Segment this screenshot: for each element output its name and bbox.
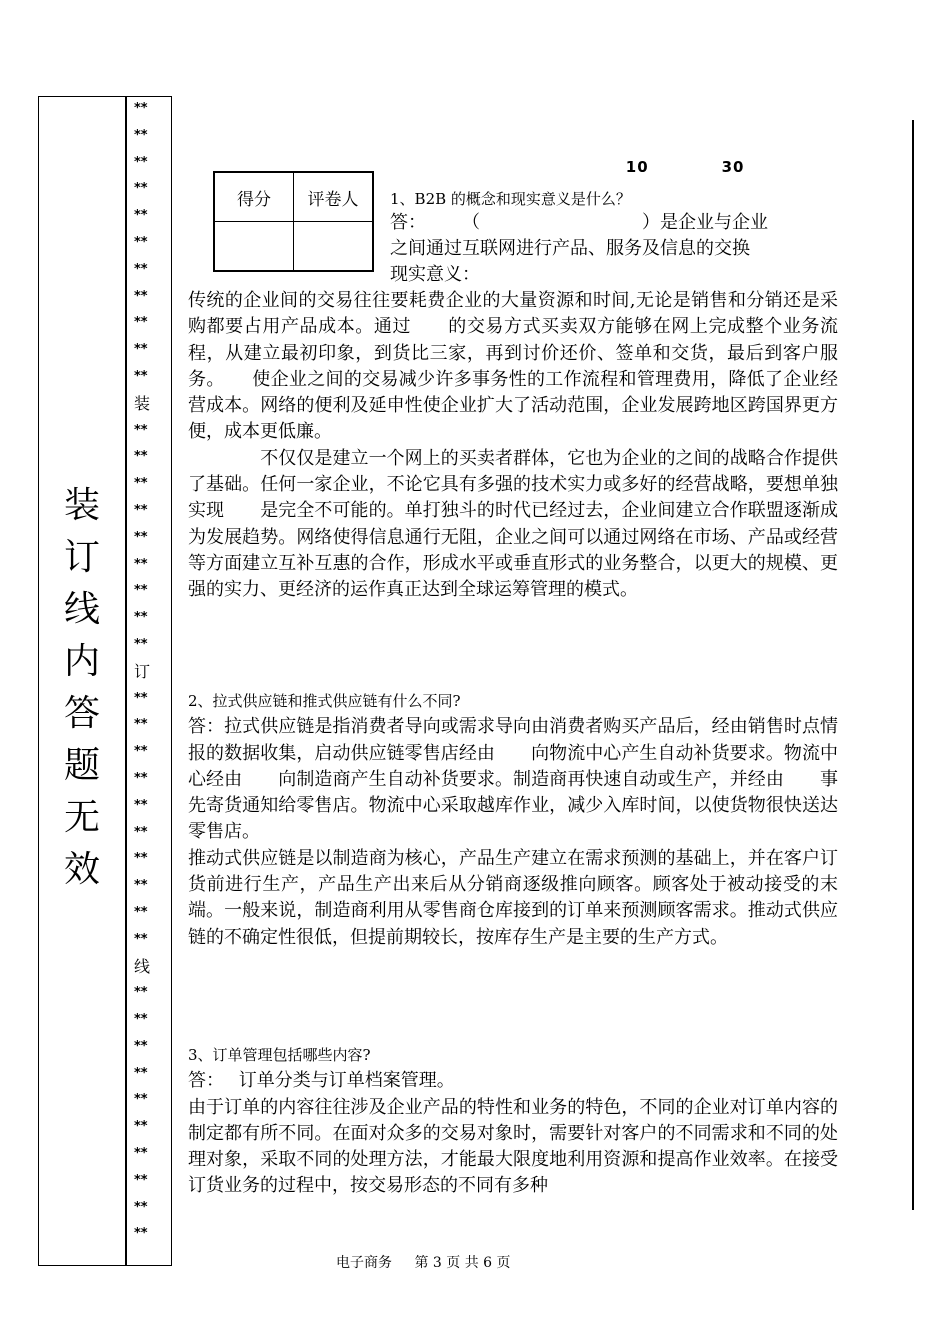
section-points: 30 bbox=[721, 158, 745, 176]
question-1-answer-line1: 答： （ ）是企业与企业 bbox=[390, 212, 768, 233]
binding-star-mark: ** bbox=[134, 1038, 148, 1054]
binding-warning-char: 答 bbox=[63, 693, 100, 734]
binding-warning-char: 无 bbox=[63, 797, 100, 838]
binding-star-mark: ** bbox=[134, 904, 148, 920]
binding-star-mark: ** bbox=[134, 181, 148, 197]
binding-star-mark: ** bbox=[134, 878, 148, 894]
question-1-body bbox=[188, 288, 838, 604]
question-3-title: 3、订单管理包括哪些内容? bbox=[188, 1046, 371, 1064]
right-margin-rule bbox=[912, 120, 914, 1210]
binding-star-mark: ** bbox=[134, 770, 148, 786]
binding-label-char: 装 bbox=[134, 393, 151, 413]
question-2-title: 2、拉式供应链和推式供应链有什么不同? bbox=[188, 692, 461, 710]
binding-star-mark: ** bbox=[134, 502, 148, 518]
binding-star-mark: ** bbox=[134, 154, 148, 170]
question-1-header bbox=[390, 188, 840, 288]
binding-divider bbox=[125, 96, 127, 1266]
section-header bbox=[390, 158, 910, 176]
binding-star-mark: ** bbox=[134, 744, 148, 760]
section-count: 10 bbox=[625, 158, 649, 176]
binding-star-mark: ** bbox=[134, 1226, 148, 1242]
binding-star-mark: ** bbox=[134, 1199, 148, 1215]
binding-star-mark: ** bbox=[134, 636, 148, 652]
binding-star-mark: ** bbox=[134, 315, 148, 331]
binding-star-mark: ** bbox=[134, 931, 148, 947]
binding-star-mark: ** bbox=[134, 288, 148, 304]
binding-star-mark: ** bbox=[134, 717, 148, 733]
binding-star-mark: ** bbox=[134, 1119, 148, 1135]
question-3-line-1: 答： 订单分类与订单档案管理。 bbox=[188, 1070, 455, 1092]
footer-page-number: 第 3 页 共 6 页 bbox=[414, 1255, 511, 1271]
question-1-paragraph-1: 传统的企业间的交易往往要耗费企业的大量资源和时间,无论是销售和分销还是采购都要占用产品成本。通过 的交易方式买卖双方能够在网上完成整个业务流程，从建立最初印象，到货比三家，再到讨价还价、签单和交货，最后到客户服务。 使企业之间的交易减少许多事务性的工作流程和管理费用，降低了企业经营成本。网络的便利及延申性使企业扩大了活动范围，企业发展跨地区跨国界更方便，成本更低廉。 bbox=[188, 290, 838, 443]
question-1-title: 1、B2B 的概念和现实意义是什么？ bbox=[390, 190, 631, 208]
binding-star-mark: ** bbox=[134, 583, 148, 599]
binding-warning-char: 订 bbox=[63, 537, 100, 578]
question-2-paragraph-1: 答：拉式供应链是指消费者导向或需求导向由消费者购买产品后，经由销售时点情报的数据收集，启动供应链零售店经由 向物流中心产生自动补货要求。物流中心经由 向制造商产生自动补货要求。制造商再快速自动或生产，并经由 事先寄货通知给零售店。物流中心采取越库作业，减少入库时间，以使货物很快送达零售店。 bbox=[188, 716, 838, 843]
binding-warning-char: 效 bbox=[63, 849, 100, 890]
binding-star-mark: ** bbox=[134, 556, 148, 572]
binding-star-mark: ** bbox=[134, 1012, 148, 1028]
binding-star-mark: ** bbox=[134, 368, 148, 384]
footer-course: 电子商务 bbox=[336, 1255, 392, 1271]
binding-star-mark: ** bbox=[134, 985, 148, 1001]
binding-star-column bbox=[134, 96, 156, 1248]
score-table bbox=[213, 171, 374, 272]
binding-star-mark: ** bbox=[134, 851, 148, 867]
binding-star-mark: ** bbox=[134, 101, 148, 116]
binding-star-mark: ** bbox=[134, 342, 148, 358]
score-label: 得分 bbox=[214, 172, 294, 222]
binding-star-mark: ** bbox=[134, 529, 148, 545]
binding-star-mark: ** bbox=[134, 690, 148, 706]
binding-star-mark: ** bbox=[134, 1092, 148, 1108]
grader-label: 评卷人 bbox=[294, 172, 374, 222]
binding-star-mark: ** bbox=[134, 234, 148, 250]
binding-warning-char: 装 bbox=[63, 485, 100, 526]
question-3-paragraph-1: 由于订单的内容往往涉及企业产品的特性和业务的特色，不同的企业对订单内容的制定都有所不同。在面对众多的交易对象时，需要针对客户的不同需求和不同的处理对象，采取不同的处理方法，才能最大限度地利用资源和提高作业效率。在接受订货业务的过程中，按交易形态的不同有多种 bbox=[188, 1096, 838, 1197]
binding-star-mark: ** bbox=[134, 208, 148, 224]
question-3-body bbox=[188, 1042, 838, 1200]
question-1-answer-line2: 之间通过互联网进行产品、服务及信息的交换 bbox=[390, 238, 750, 259]
binding-label-char: 线 bbox=[134, 956, 151, 976]
binding-warning-char: 线 bbox=[63, 589, 100, 630]
grader-cell[interactable] bbox=[294, 222, 374, 272]
binding-warning bbox=[52, 480, 112, 896]
binding-star-mark: ** bbox=[134, 824, 148, 840]
binding-warning-char: 内 bbox=[63, 641, 100, 682]
binding-star-mark: ** bbox=[134, 261, 148, 277]
binding-star-mark: ** bbox=[134, 422, 148, 438]
binding-star-mark: ** bbox=[134, 476, 148, 492]
binding-star-mark: ** bbox=[134, 127, 148, 143]
question-1-paragraph-2: 不仅仅是建立一个网上的买卖者群体，它也为企业的之间的战略合作提供了基础。任何一家企业，不论它具有多强的技术实力或多好的经营战略，要想单独实现 是完全不可能的。单打独斗的时代已经过去，企业间建立合作联盟逐渐成为发展趋势。网络使得信息通行无阻，企业之间可以通过网络在市场、产品或经营等方面建立互补互惠的合作，形成水平或垂直形式的业务整合，以更大的规模、更强的实力、更经济的运作真正达到全球运筹管理的模式。 bbox=[188, 447, 838, 601]
question-1-answer-line3: 现实意义： bbox=[390, 264, 480, 285]
binding-star-mark: ** bbox=[134, 1146, 148, 1162]
binding-warning-char: 题 bbox=[63, 745, 100, 786]
binding-star-mark: ** bbox=[134, 610, 148, 626]
question-2-body bbox=[188, 688, 838, 951]
binding-label-char: 订 bbox=[134, 661, 151, 681]
binding-star-mark: ** bbox=[134, 1172, 148, 1188]
binding-star-mark: ** bbox=[134, 797, 148, 813]
binding-star-mark: ** bbox=[134, 449, 148, 465]
score-cell[interactable] bbox=[214, 222, 294, 272]
question-2-paragraph-2: 推动式供应链是以制造商为核心，产品生产建立在需求预测的基础上，并在客户订货前进行生产，产品生产出来后从分销商逐级推向顾客。顾客处于被动接受的末端。一般来说，制造商利用从零售商仓库接到的订单来预测顾客需求。推动式供应链的不确定性很低，但提前期较长，按库存生产是主要的生产方式。 bbox=[188, 847, 838, 948]
binding-star-mark: ** bbox=[134, 1065, 148, 1081]
page-footer bbox=[336, 1252, 529, 1272]
